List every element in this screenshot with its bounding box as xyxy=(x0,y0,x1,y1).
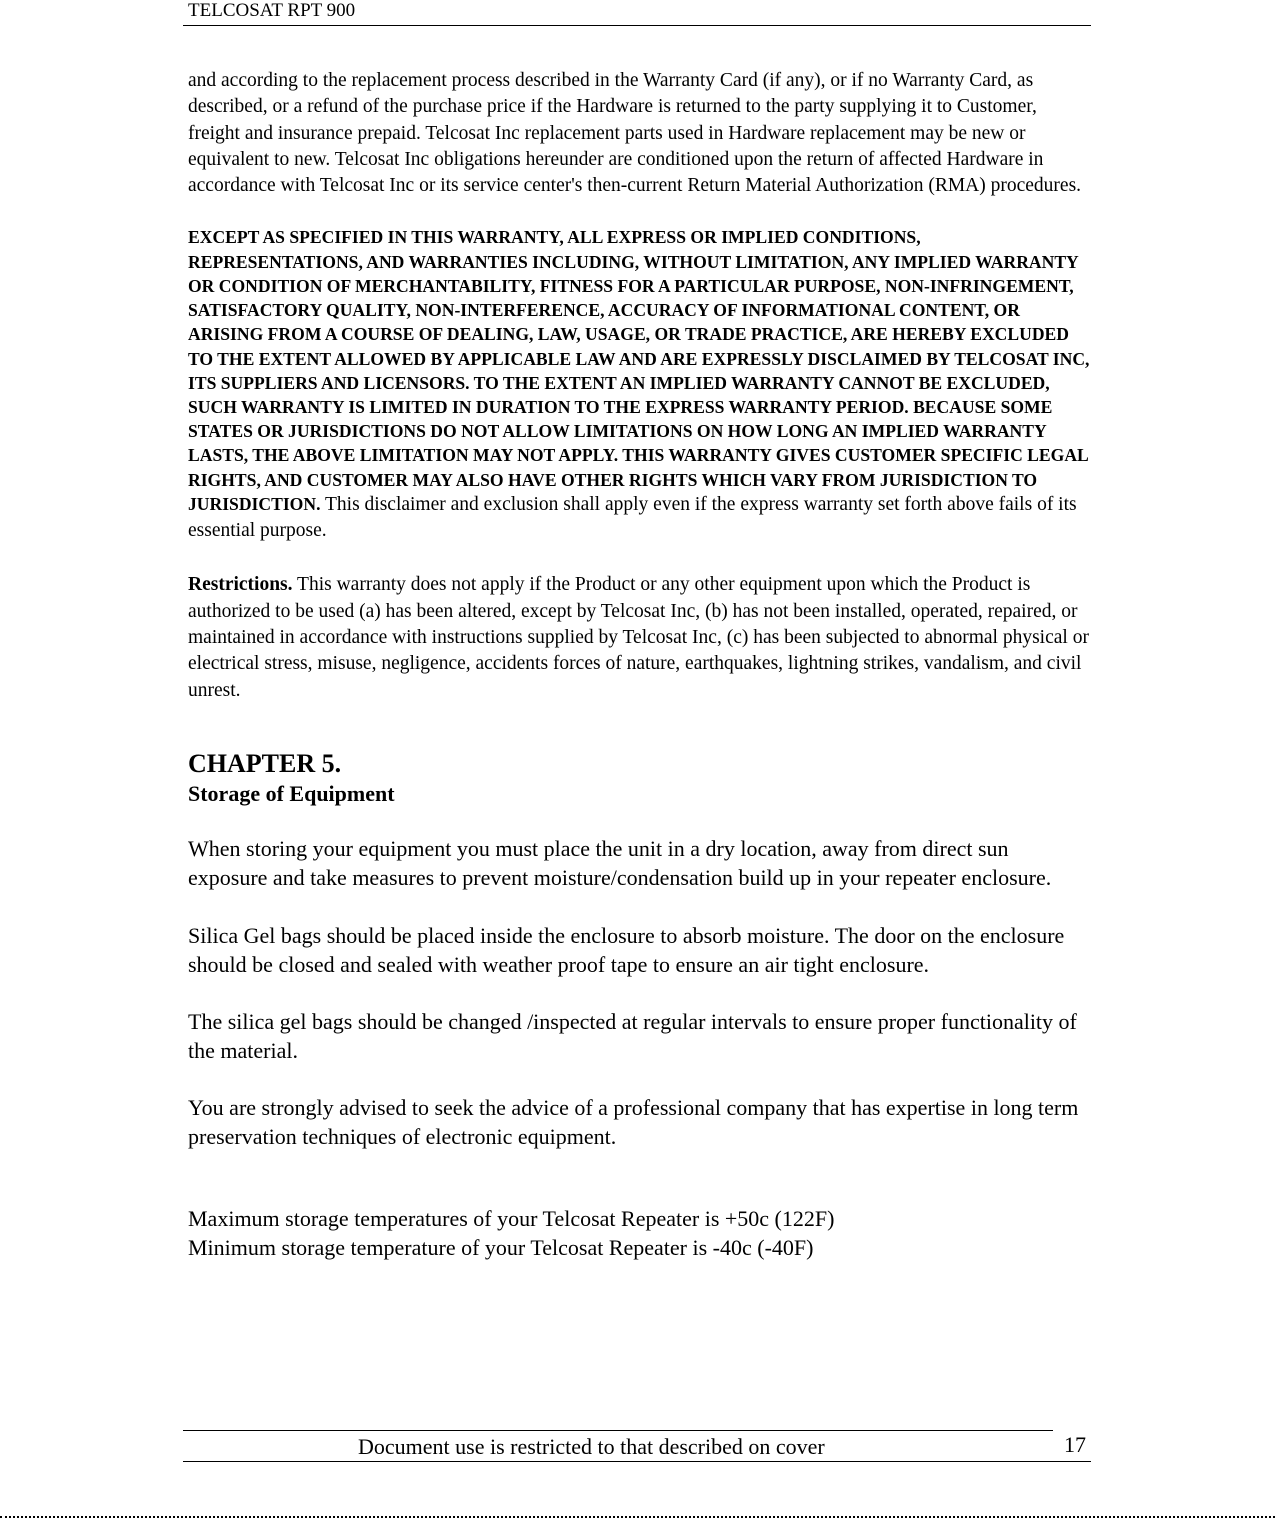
disclaimer-paragraph xyxy=(188,225,1093,544)
footer-rule-bottom xyxy=(183,1461,1091,1462)
page-number: 17 xyxy=(1064,1432,1086,1457)
storage-paragraph-4: You are strongly advised to seek the advice of a professional company that has expertise in long term preservation techniques of electronic equipment. xyxy=(188,1094,1079,1149)
running-header: TELCOSAT RPT 900 xyxy=(188,0,356,21)
min-temperature-line: Minimum storage temperature of your Telcosat Repeater is -40c (-40F) xyxy=(188,1234,814,1260)
restrictions-label: Restrictions. xyxy=(188,574,293,596)
max-temperature-line: Maximum storage temperatures of your Telcosat Repeater is +50c (122F) xyxy=(188,1205,835,1231)
warranty-paragraph: and according to the replacement process described in the Warranty Card (if any), or if no Warranty Card, as described, or a refund of the purchase price if the Hardware is returned to the party supplying it to Customer, freight and insurance prepaid. Telcosat Inc replacement parts used in Hardware replacement may be new or equivalent to new. Telcosat Inc obligations hereunder are conditioned upon the return of affected Hardware in accordance with Telcosat Inc or its service center's then-current Return Material Authorization (RMA) procedures. xyxy=(188,70,1082,197)
page-content xyxy=(188,68,1093,1262)
footer-notice: Document use is restricted to that described on cover xyxy=(358,1434,825,1459)
chapter-title: Storage of Equipment xyxy=(188,780,395,806)
disclaimer-caps-text: EXCEPT AS SPECIFIED IN THIS WARRANTY, ALL EXPRESS OR IMPLIED CONDITIONS, REPRESENTATIONS, AND WARRANTIES INCLUDING, WITHOUT LIMITATION, ANY IMPLIED WARRANTY OR CONDITION OF MERCHANTABILITY, FITNESS FOR A PARTICULAR PURPOSE, NON-INFRINGEMENT, SATISFACTORY QUALITY, NON-INTERFERENCE, ACCURACY OF INFORMATIONAL CONTENT, OR ARISING FROM A COURSE OF DEALING, LAW, USAGE, OR TRADE PRACTICE, ARE HEREBY EXCLUDED TO THE EXTENT ALLOWED BY APPLICABLE LAW AND ARE EXPRESSLY DISCLAIMED BY TELCOSAT INC, ITS SUPPLIERS AND LICENSORS. TO THE EXTENT AN IMPLIED WARRANTY CANNOT BE EXCLUDED, SUCH WARRANTY IS LIMITED IN DURATION TO THE EXPRESS WARRANTY PERIOD. BECAUSE SOME STATES OR JURISDICTIONS DO NOT ALLOW LIMITATIONS ON HOW LONG AN IMPLIED WARRANTY LASTS, THE ABOVE LIMITATION MAY NOT APPLY. THIS WARRANTY GIVES CUSTOMER SPECIFIC LEGAL RIGHTS, AND CUSTOMER MAY ALSO HAVE OTHER RIGHTS WHICH VARY FROM JURISDICTION TO JURISDICTION. xyxy=(188,227,1090,514)
storage-paragraph-3: The silica gel bags should be changed /inspected at regular intervals to ensure proper functionality of the material. xyxy=(188,1008,1077,1063)
disclaimer-tail-text: This disclaimer and exclusion shall apply even if the express warranty set forth above fails of its essential purpose. xyxy=(188,493,1077,542)
restrictions-text: This warranty does not apply if the Product or any other equipment upon which the Product is authorized to be used (a) has been altered, except by Telcosat Inc, (b) has not been installed, operated, repaired, or maintained in accordance with instructions supplied by Telcosat Inc, (c) has been subjected to abnormal physical or electrical stress, misuse, negligence, accidents forces of nature, earthquakes, lightning strikes, vandalism, and civil unrest. xyxy=(188,574,1089,701)
page-edge-divider xyxy=(0,1516,1275,1518)
storage-paragraph-1: When storing your equipment you must place the unit in a dry location, away from direct sun exposure and take measures to prevent moisture/condensation build up in your repeater enclosure. xyxy=(188,835,1052,890)
storage-paragraph-2: Silica Gel bags should be placed inside the enclosure to absorb moisture. The door on the enclosure should be closed and sealed with weather proof tape to ensure an air tight enclosure. xyxy=(188,922,1065,977)
header-rule xyxy=(183,25,1091,26)
footer-rule-top xyxy=(183,1430,1053,1431)
restrictions-paragraph xyxy=(188,572,1093,703)
chapter-label: CHAPTER 5. xyxy=(188,748,342,778)
